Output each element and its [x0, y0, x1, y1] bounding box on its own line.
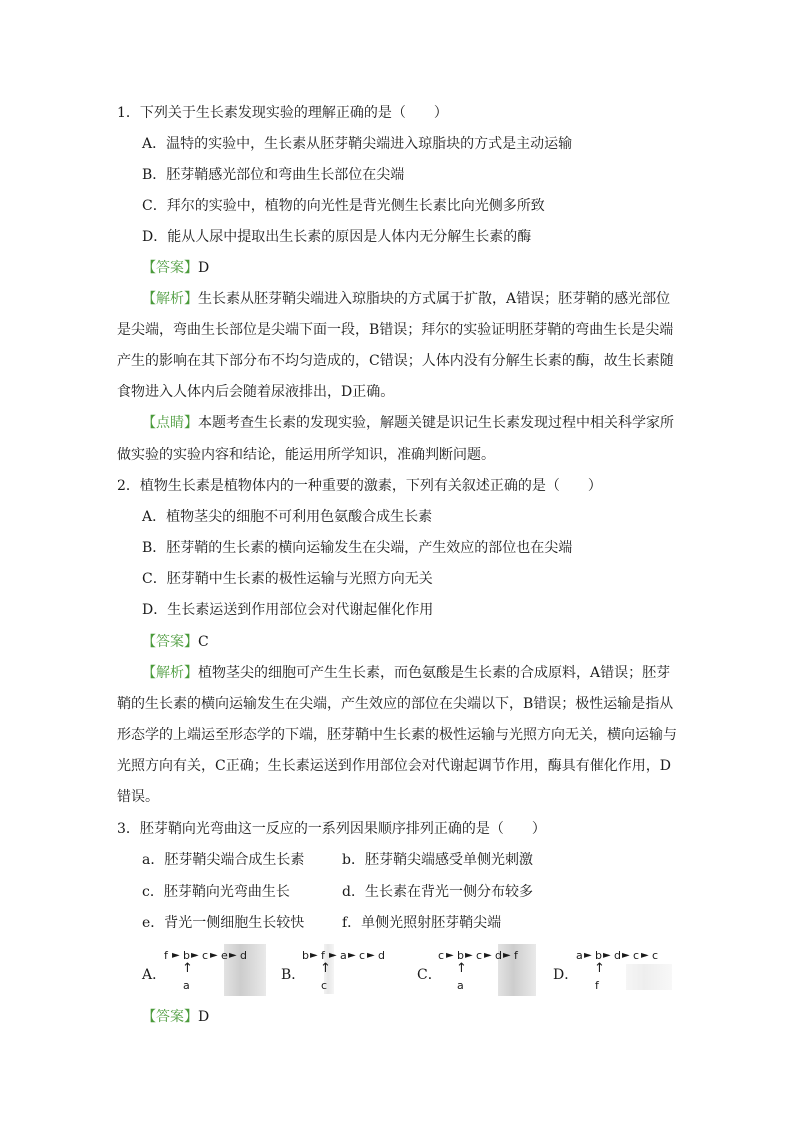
- q2-analysis-line-5: 错误。: [117, 789, 159, 805]
- analysis-tag: 【解析】: [142, 665, 198, 681]
- q1-answer: [142, 259, 209, 277]
- q3-choice-c-input: a: [457, 979, 464, 992]
- q3-choice-b-up-arrow: ↑: [320, 961, 331, 976]
- q1-option-c: C．拜尔的实验中，植物的向光性是背光侧生长素比向光侧多所致: [142, 198, 545, 214]
- q3-choice-b-arrow-3: ►: [348, 950, 356, 961]
- q3-choice-b-step-4: c: [359, 949, 366, 962]
- q3-choice-d-step-5: c: [652, 949, 659, 962]
- q3-choice-d-arrow-1: ►: [584, 950, 592, 961]
- answer-tag: 【答案】: [142, 1009, 198, 1025]
- q1-analysis-line-1: [142, 290, 670, 308]
- q2-answer-value: C: [198, 634, 209, 650]
- q2-option-c: C．胚芽鞘中生长素的极性运输与光照方向无关: [142, 571, 433, 587]
- q1-analysis-line-3: 产生的影响在其下部分布不均匀造成的，C错误；人体内没有分解生长素的酶，故生长素随: [117, 353, 674, 369]
- q3-choice-b-step-3: a: [340, 949, 347, 962]
- q3-choice-b-arrow-2: ►: [329, 950, 337, 961]
- q3-choice-c-arrow-1: ►: [446, 950, 454, 961]
- q3-choice-b-step-1: b: [302, 949, 309, 962]
- q3-choice-c-arrow-2: ►: [465, 950, 473, 961]
- q3-choice-d-step-1: a: [576, 949, 583, 962]
- q3-choice-d-arrow-2: ►: [603, 950, 611, 961]
- q3-choice-c-step-5: f: [514, 949, 518, 962]
- q3-item-a: a．胚芽鞘尖端合成生长素: [142, 852, 305, 868]
- q2-analysis-line-2: 鞘的生长素的横向运输发生在尖端，产生效应的部位在尖端以下，B错误；极性运输是指从: [117, 696, 674, 712]
- q3-choice-c-arrow-4: ►: [503, 950, 511, 961]
- q3-choice-label-d: D．: [553, 967, 579, 983]
- q1-analysis-line-4: 食物进入人体内后会随着尿液排出，D正确。: [117, 384, 395, 400]
- answer-tag: 【答案】: [142, 260, 198, 276]
- q3-item-f: f．单侧光照射胚芽鞘尖端: [342, 915, 502, 931]
- q3-choice-a-step-2: b: [183, 949, 190, 962]
- q3-diagram-d: [576, 944, 676, 996]
- q1-option-a: A．温特的实验中，生长素从胚芽鞘尖端进入琼脂块的方式是主动运输: [142, 136, 573, 152]
- q1-option-b: B．胚芽鞘感光部位和弯曲生长部位在尖端: [142, 167, 405, 183]
- q3-diagram-c: [438, 944, 538, 996]
- q3-choice-d-arrow-3: ►: [622, 950, 630, 961]
- q3-choice-label-c: C．: [417, 967, 442, 983]
- q3-choice-d-input: f: [595, 979, 599, 992]
- q3-item-b: b．胚芽鞘尖端感受单侧光刺激: [342, 852, 533, 868]
- q3-choice-d-arrow-4: ►: [641, 950, 649, 961]
- q2-answer: [142, 633, 209, 651]
- q3-choice-a-step-4: e: [221, 949, 228, 962]
- q1-stem: 1．下列关于生长素发现实验的理解正确的是（ ）: [117, 105, 448, 121]
- q3-choice-c-step-4: d: [495, 949, 502, 962]
- q3-diagram-a: [164, 944, 264, 996]
- q3-choice-c-step-3: c: [476, 949, 483, 962]
- q3-choice-b-input: c: [321, 979, 328, 992]
- q3-choice-a-arrow-2: ►: [191, 950, 199, 961]
- q3-item-d: d．生长素在背光一侧分布较多: [342, 884, 533, 900]
- q2-analysis-text: 植物茎尖的细胞可产生生长素，而色氨酸是生长素的合成原料，A错误；胚芽: [198, 665, 671, 681]
- q1-analysis-text: 生长素从胚芽鞘尖端进入琼脂块的方式属于扩散，A错误；胚芽鞘的感光部位: [198, 291, 671, 307]
- q3-item-e: e．背光一侧细胞生长较快: [142, 915, 305, 931]
- q2-analysis-line-4: 光照方向有关，C正确；生长素运送到作用部位会对代谢起调节作用，酶具有催化作用，D: [117, 758, 671, 774]
- q3-choice-d-step-4: c: [633, 949, 640, 962]
- q1-comment-text: 本题考查生长素的发现实验，解题关键是识记生长素发现过程中相关科学家所: [198, 415, 674, 431]
- q2-option-d: D．生长素运送到作用部位会对代谢起催化作用: [142, 602, 434, 618]
- q3-choice-a-arrow-3: ►: [210, 950, 218, 961]
- q3-choice-c-step-1: c: [438, 949, 445, 962]
- q2-analysis-line-1: [142, 664, 670, 682]
- q3-choice-a-arrow-1: ►: [172, 950, 180, 961]
- q3-choice-a-step-3: c: [202, 949, 209, 962]
- q3-stem: 3．胚芽鞘向光弯曲这一反应的一系列因果顺序排列正确的是（ ）: [117, 821, 546, 837]
- q3-choice-label-a: A．: [142, 967, 167, 983]
- q3-choice-a-up-arrow: ↑: [182, 961, 193, 976]
- q3-answer-value: D: [198, 1009, 210, 1025]
- q3-choice-a-arrow-4: ►: [229, 950, 237, 961]
- q3-choice-b-step-5: d: [378, 949, 385, 962]
- q3-choice-label-b: B．: [281, 967, 306, 983]
- q2-stem: 2．植物生长素是植物体内的一种重要的激素，下列有关叙述正确的是（ ）: [117, 478, 602, 494]
- scan-shading: [626, 964, 672, 990]
- q1-comment-line-1: [142, 414, 674, 432]
- q3-choice-c-arrow-3: ►: [484, 950, 492, 961]
- q1-analysis-line-2: 是尖端，弯曲生长部位是尖端下面一段，B错误；拜尔的实验证明胚芽鞘的弯曲生长是尖端: [117, 322, 674, 338]
- q2-analysis-line-3: 形态学的上端运至形态学的下端，胚芽鞘中生长素的极性运输与光照方向无关，横向运输与: [117, 727, 677, 743]
- q3-choice-b-step-2: f: [321, 949, 325, 962]
- q3-choice-b-arrow-4: ►: [367, 950, 375, 961]
- comment-tag: 【点睛】: [142, 415, 198, 431]
- q3-diagram-b: [302, 944, 402, 996]
- q2-option-a: A．植物茎尖的细胞不可利用色氨酸合成生长素: [142, 509, 433, 525]
- q3-answer: [142, 1008, 209, 1026]
- q3-choice-d-step-3: d: [614, 949, 621, 962]
- q3-item-c: c．胚芽鞘向光弯曲生长: [142, 884, 290, 900]
- q3-choice-d-step-2: b: [595, 949, 602, 962]
- q3-choice-c-step-2: b: [457, 949, 464, 962]
- q3-choice-b-arrow-1: ►: [310, 950, 318, 961]
- q3-choice-a-input: a: [183, 979, 190, 992]
- answer-tag: 【答案】: [142, 634, 198, 650]
- q1-answer-value: D: [198, 260, 210, 276]
- q3-choice-a-step-1: f: [164, 949, 168, 962]
- q1-comment-line-2: 做实验的实验内容和结论，能运用所学知识，准确判断问题。: [117, 447, 495, 463]
- analysis-tag: 【解析】: [142, 291, 198, 307]
- q3-choice-a-step-5: d: [240, 949, 247, 962]
- q2-option-b: B．胚芽鞘的生长素的横向运输发生在尖端，产生效应的部位也在尖端: [142, 540, 573, 556]
- q1-option-d: D．能从人尿中提取出生长素的原因是人体内无分解生长素的酶: [142, 229, 532, 245]
- q3-choice-d-up-arrow: ↑: [594, 961, 605, 976]
- q3-choice-c-up-arrow: ↑: [456, 961, 467, 976]
